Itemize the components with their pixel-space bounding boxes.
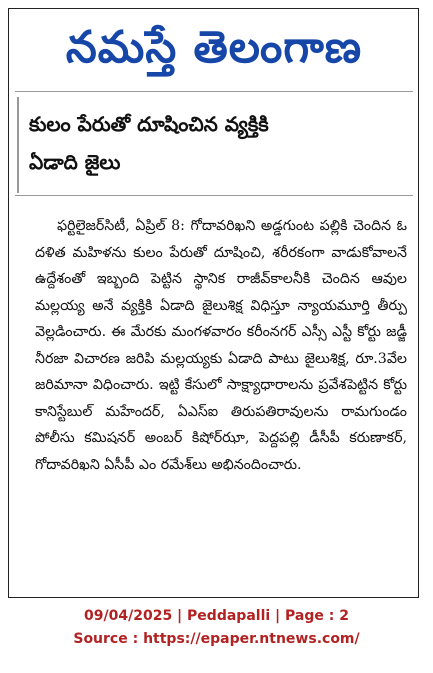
headline-line-1: కులం పేరుతో దూషించిన వ్యక్తికి [29, 112, 269, 136]
newspaper-masthead: నమస్తే తెలంగాణ [65, 22, 363, 73]
newspaper-clipping [8, 8, 419, 598]
headline-line-2: ఏడాది జైలు [29, 150, 121, 174]
headline-left-rule [17, 97, 19, 193]
masthead-divider [15, 91, 413, 92]
article-headline [29, 105, 409, 181]
source-link: Source : https://epaper.ntnews.com/ [73, 631, 360, 647]
article-body: ఫర్టిలైజర్‌సిటీ, ఏప్రిల్ 8: గోదావరిఖని అడ్డగుంట పల్లికి చెందిన ఓ దళిత మహిళను కులం పేరుతో దూషించి, శరీరకంగా వాడుకోవాలనే ఉద్దేశంతో ఇబ్బంది పెట్టిన స్థానిక రాజీవ్‌కాలనీకి చెందిన ఆవుల మల్లయ్య అనే వ్యక్తికి ఏడాది జైలుశిక్ష విధిస్తూ న్యాయమూర్తి తీర్పు వెల్లడించారు. ఈ మేరకు మంగళవారం కరీంనగర్ ఎస్సీ ఎస్టీ కోర్టు జడ్జీ నీరజా విచారణ జరిపి మల్లయ్యకు ఏడాది పాటు జైలుశిక్ష, రూ.3వేల జరిమానా విధించారు. ఇట్టి కేసులో సాక్ష్యాధారాలను ప్రవేశపెట్టిన కోర్టు కానిస్టేబుల్ మహేందర్, ఏఎస్ఐ తిరుపతిరావులను రామగుండం పోలీసు కమిషనర్ అంబర్ కిషోర్‌ఝా, పెద్దపల్లి డీసీపీ కరుణాకర్, గోదావరిఖని ఏసీపీ ఎం రమేశ్‌లు అభినందించారు. [35, 218, 407, 473]
headline-divider [15, 195, 413, 196]
edition-info: 09/04/2025 | Peddapalli | Page : 2 [84, 608, 349, 624]
